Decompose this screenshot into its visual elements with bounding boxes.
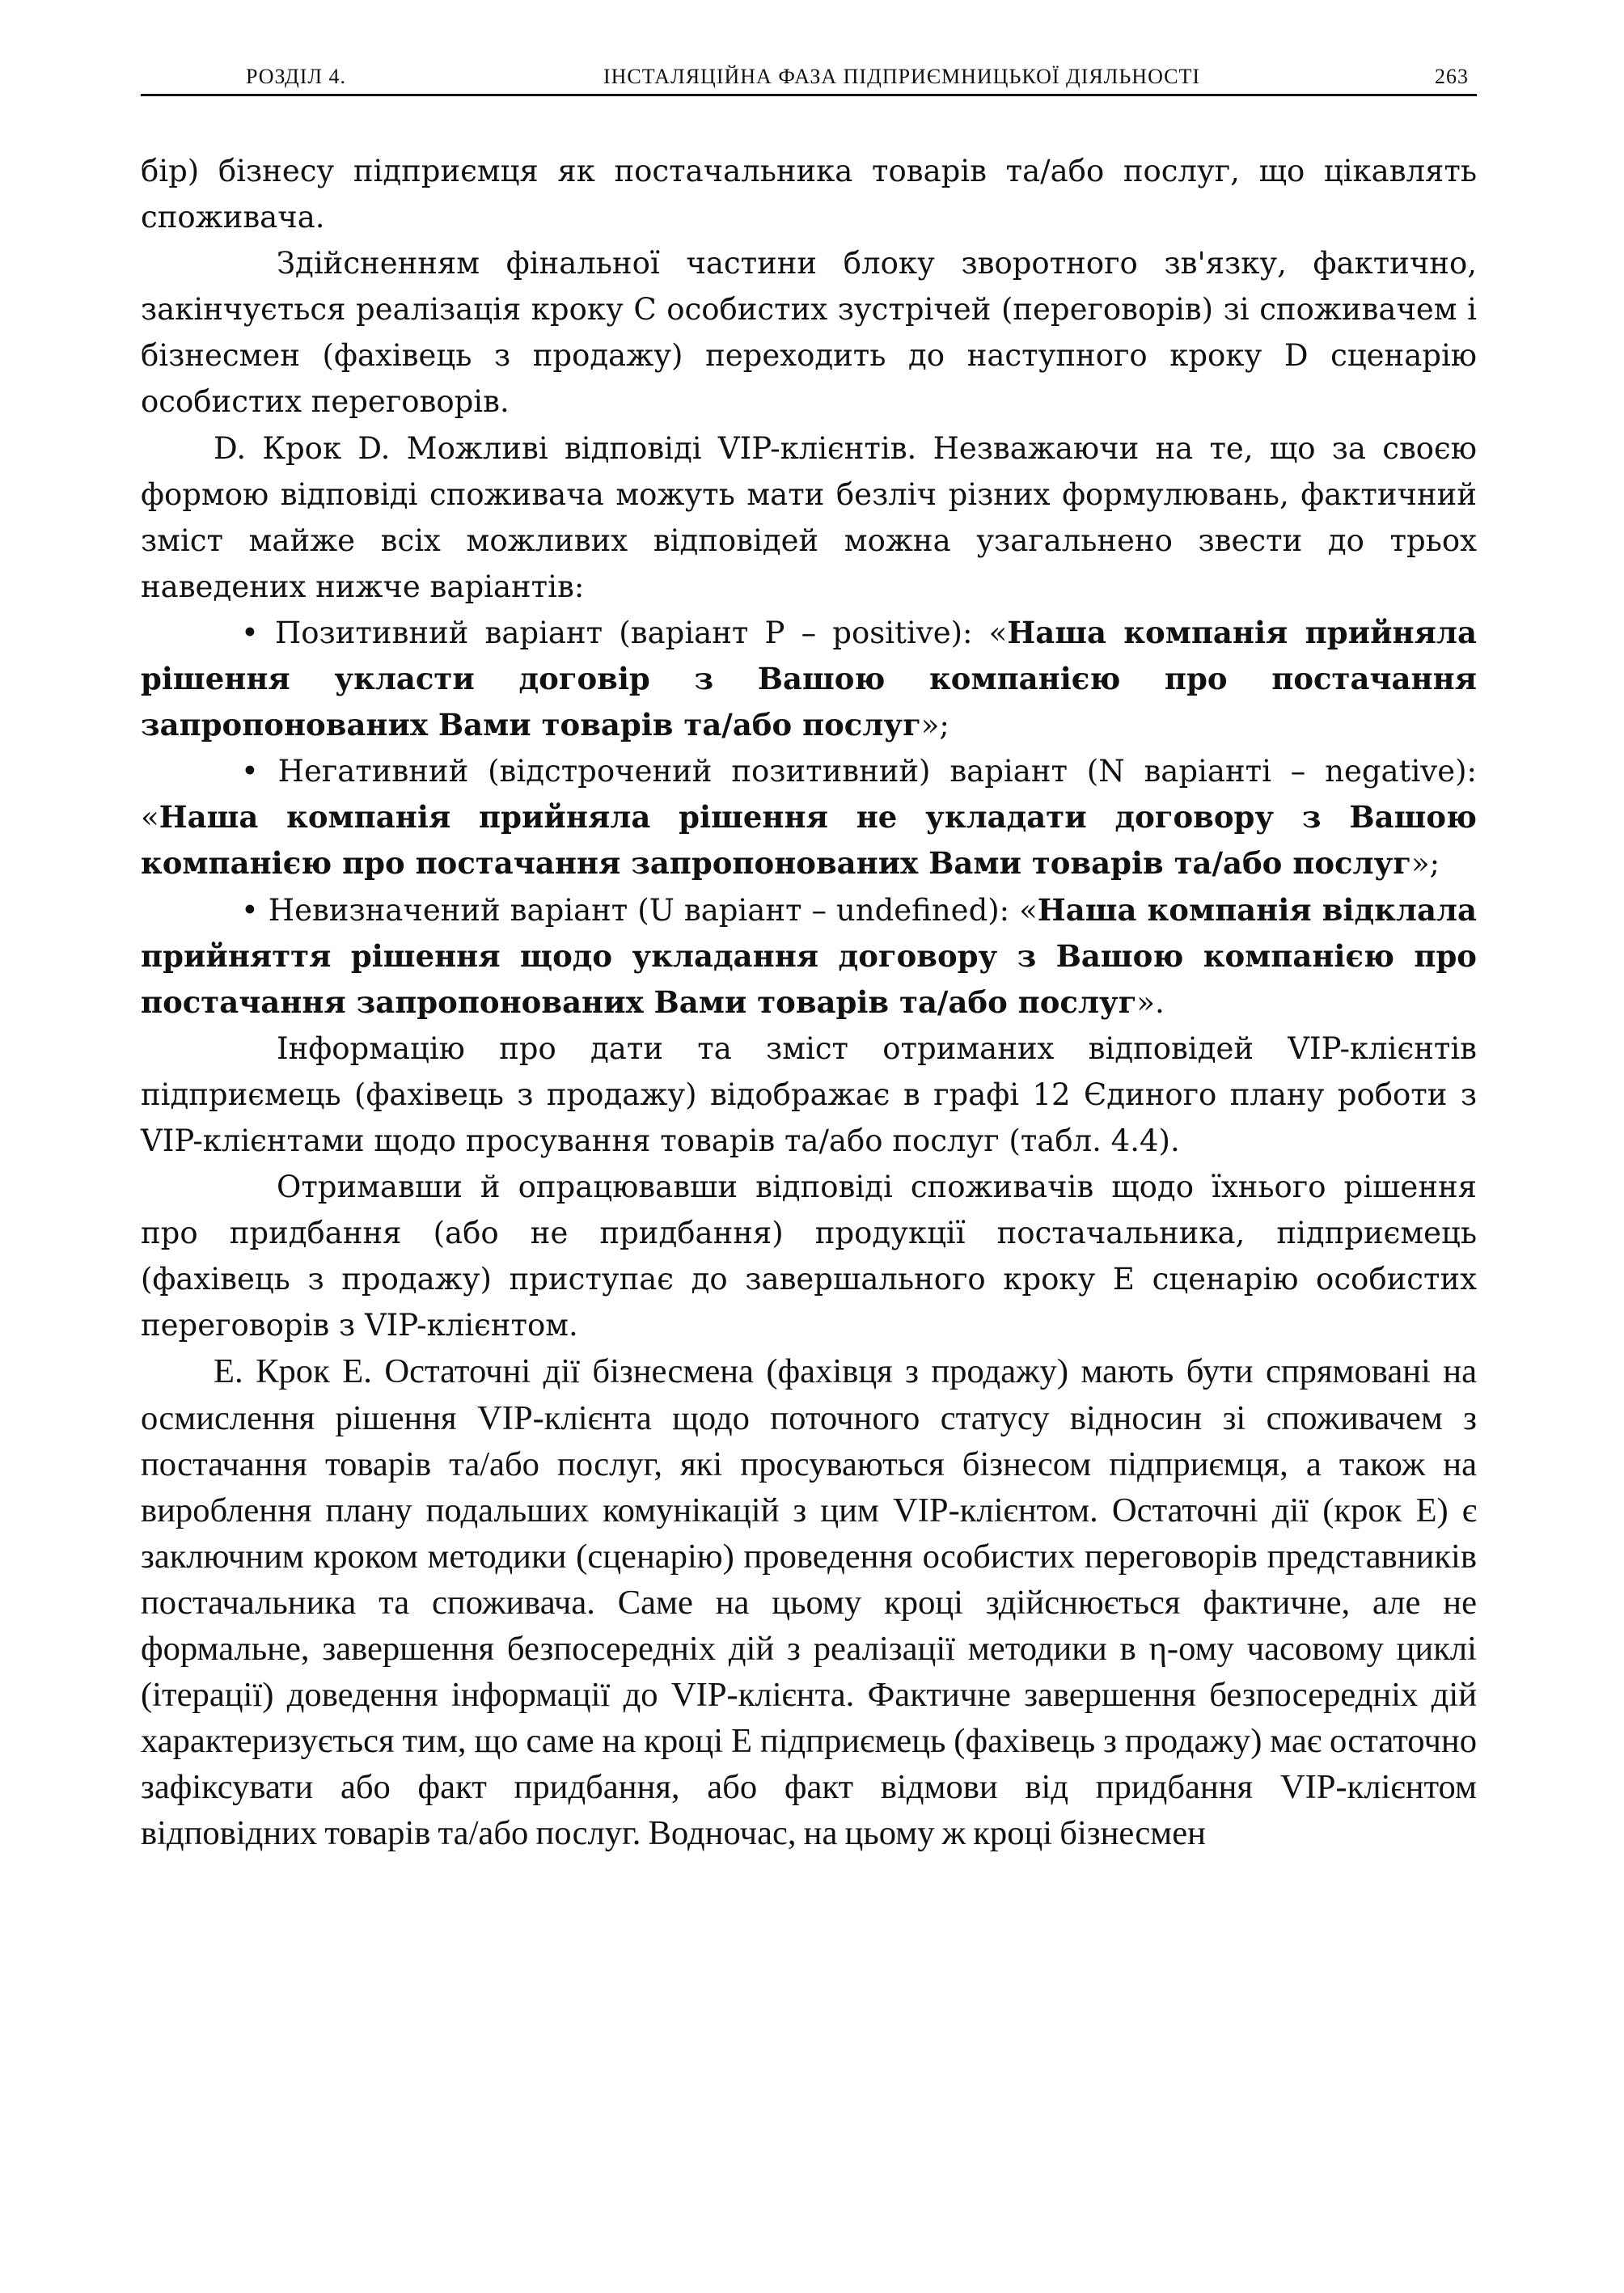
running-head: [141, 57, 1477, 96]
bullet-positive-variant: [141, 610, 1477, 748]
paragraph-responses-record: Інформацію про дати та зміст отриманих відповідей VIP-клієнтів підприємець (фахівець з продажу) відображає в графі 12 Єдиного плану роботи з VIP-клієнтами щодо просування товарів та/або послуг (табл. 4.4).: [141, 1030, 1477, 1158]
paragraph-continuation: бір) бізнесу підприємця як постачальника товарів та/або послуг, що цікавлять споживача.: [141, 154, 1477, 235]
bullet-positive-quote: Наша компанія прийняла рішення укласти договір з Вашою компанією про постачання запропонованих Вами товарів та/або послуг: [141, 614, 1477, 743]
bullet-undefined-lead: • Невизначений варіант (U варіант – undefined): «: [241, 892, 1038, 928]
body-text: [141, 148, 1477, 1856]
book-page: [141, 57, 1477, 1856]
bullet-positive-lead: • Позитивний варіант (варіант Р – positive): «: [241, 615, 1008, 650]
bullet-undefined-variant: [141, 887, 1477, 1026]
paragraph-step-d: D. Крок D. Можливі відповіді VIP-клієнтів. Незважаючи на те, що за своєю формою відповіді споживача можуть мати безліч різних формулювань, фактичний зміст майже всіх можливих відповідей можна узагальнено звести до трьох наведених нижче варіантів:: [141, 430, 1477, 604]
running-head-section: РОЗДІЛ 4.: [246, 65, 347, 88]
paragraph-final-step-transition: Отримавши й опрацювавши відповіді споживачів щодо їхнього рішення про придбання (або не придбання) продукції постачальника, підприємець (фахівець з продажу) приступає до завершального кроку Е сценарію особистих переговорів з VIP-клієнтом.: [141, 1170, 1477, 1343]
bullet-negative-quote: Наша компанія прийняла рішення не укладати договору з Вашою компанією про постачання запропонованих Вами товарів та/або послуг: [141, 799, 1477, 882]
paragraph-feedback-completion: Здійсненням фінальної частини блоку зворотного зв'язку, фактично, закінчується реалізація кроку С особистих зустрічей (переговорів) зі споживачем і бізнесмен (фахівець з продажу) переходить до наступного кроку D сценарію особистих переговорів.: [141, 246, 1477, 420]
bullet-negative-lead: • Негативний (відстрочений позитивний) варіант (N варіанті – negative): «: [141, 754, 1477, 836]
running-head-title: ІНСТАЛЯЦІЙНА ФАЗА ПІДПРИЄМНИЦЬКОЇ ДІЯЛЬНОСТІ: [603, 65, 1201, 88]
bullet-positive-tail: »;: [920, 708, 949, 743]
paragraph-step-e: Е. Крок Е. Остаточні дії бізнесмена (фахівця з продажу) мають бути спрямовані на осмислення рішення VIP-клієнта щодо поточного статусу відносин зі споживачем з постачання товарів та/або послуг, які просуваються бізнесом підприємця, а також на вироблення плану подальших комунікацій з цим VIP-клієнтом. Остаточні дії (крок Е) є заключним кроком методики (сценарію) проведення особистих переговорів представників постачальника та споживача. Саме на цьому кроці здійснюється фактичне, але не формальне, завершення безпосередніх дій з реалізації методики в η-ому часовому циклі (ітерації) доведення інформації до VIP-клієнта. Фактичне завершення безпосередніх дій характеризується тим, що саме на кроці Е підприємець (фахівець з продажу) має остаточно зафіксувати або факт придбання, або факт відмови від придбання VIP-клієнтом відповідних товарів та/або послуг. Водночас, на цьому ж кроці бізнесмен: [141, 1352, 1477, 1853]
bullet-negative-tail: »;: [1410, 846, 1440, 882]
bullet-undefined-tail: ».: [1136, 984, 1165, 1020]
bullet-negative-variant: [141, 748, 1477, 886]
bullet-undefined-quote: Наша компанія відклала прийняття рішення щодо укладання договору з Вашою компанією про постачання запропонованих Вами товарів та/або послуг: [141, 891, 1477, 1020]
page-number: 263: [1435, 65, 1469, 88]
